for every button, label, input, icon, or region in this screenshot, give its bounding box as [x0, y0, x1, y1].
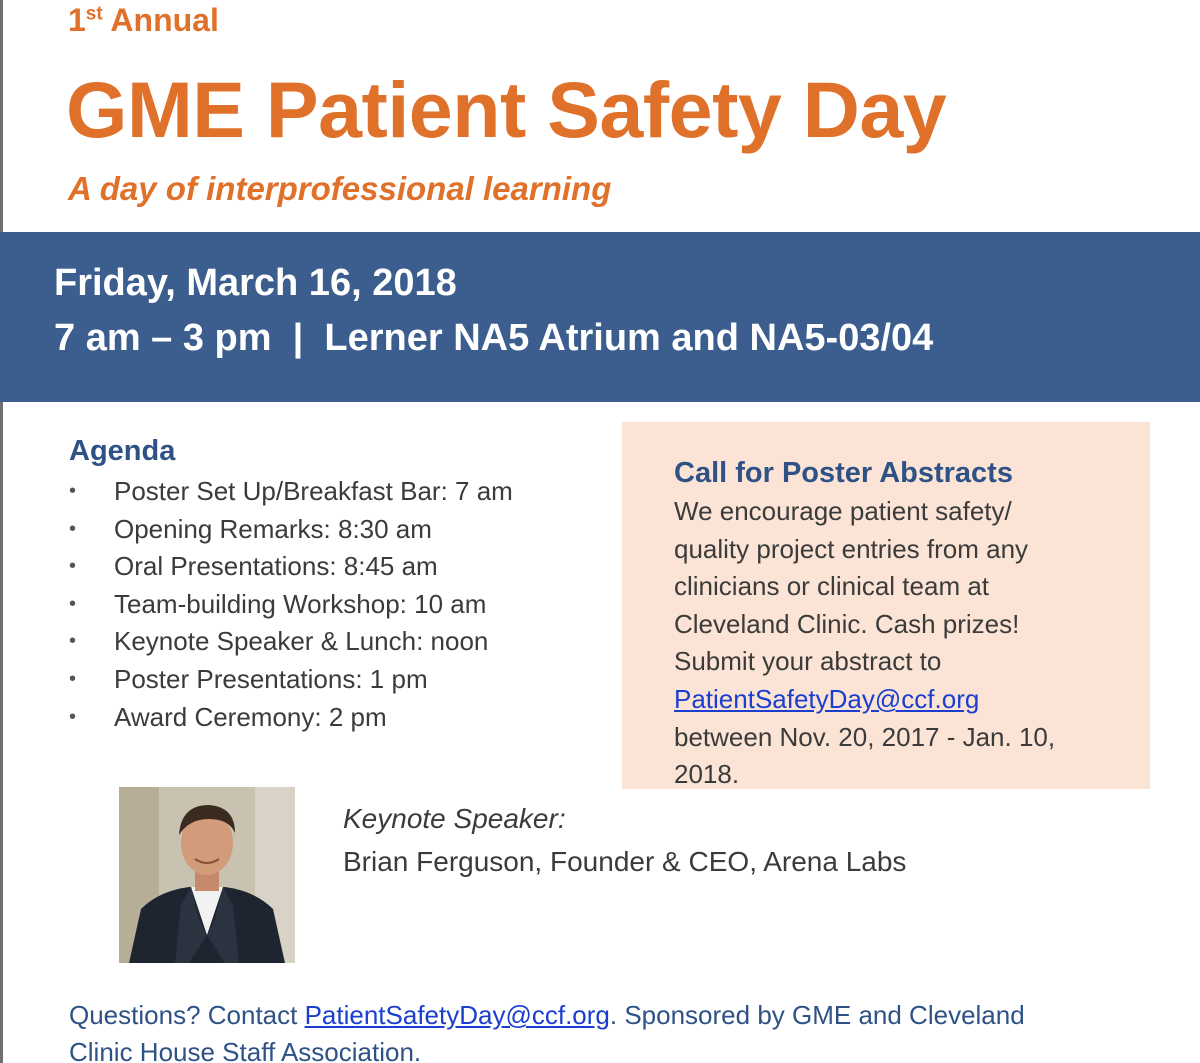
agenda-item: • Poster Presentations: 1 pm: [69, 661, 513, 699]
cfp-line: quality project entries from any: [674, 533, 1029, 564]
bullet-icon: •: [69, 480, 77, 502]
agenda-item: • Opening Remarks: 8:30 am: [69, 511, 513, 549]
footer-line-2: Clinic House Staff Association.: [69, 1037, 422, 1063]
page-left-border: [0, 0, 3, 1063]
call-for-abstracts-box: [622, 422, 1150, 789]
footer-contact: [69, 997, 1149, 1063]
footer-prefix: Questions? Contact: [69, 1000, 305, 1030]
event-time-location: 7 am – 3 pm | Lerner NA5 Atrium and NA5-03/04: [54, 317, 934, 359]
event-title: GME Patient Safety Day: [66, 65, 947, 154]
agenda-item: • Poster Set Up/Breakfast Bar: 7 am: [69, 473, 513, 511]
keynote-label: Keynote Speaker:: [343, 803, 566, 834]
call-for-abstracts-body: [674, 493, 1114, 794]
contact-email-link[interactable]: PatientSafetyDay@ccf.org: [304, 1000, 610, 1030]
agenda-item: • Award Ceremony: 2 pm: [69, 699, 513, 737]
date-location-banner: [0, 232, 1200, 402]
cfp-deadline: 2018.: [674, 759, 740, 790]
annual-label: 1st Annual: [68, 2, 219, 38]
agenda-item: • Oral Presentations: 8:45 am: [69, 548, 513, 586]
agenda-list: [69, 473, 513, 736]
call-for-abstracts-heading: Call for Poster Abstracts: [674, 457, 1013, 489]
bullet-icon: •: [69, 592, 77, 615]
cfp-line: Submit your abstract to: [674, 646, 942, 677]
cfp-deadline: between Nov. 20, 2017 - Jan. 10,: [674, 721, 1056, 752]
bullet-icon: •: [69, 705, 77, 728]
bullet-icon: •: [69, 630, 77, 653]
abstract-email-link[interactable]: PatientSafetyDay@ccf.org: [674, 683, 980, 714]
keynote-speaker-photo: [119, 787, 295, 963]
cfp-line: Cleveland Clinic. Cash prizes!: [674, 608, 1020, 639]
cfp-line: We encourage patient safety/: [674, 496, 1012, 526]
event-date: Friday, March 16, 2018: [54, 262, 457, 304]
footer-suffix: . Sponsored by GME and Cleveland: [609, 1000, 1025, 1030]
ordinal-suffix: st: [85, 3, 103, 25]
bullet-icon: •: [69, 517, 77, 540]
event-tagline: A day of interprofessional learning: [68, 170, 612, 207]
cfp-line: clinicians or clinical team at: [674, 571, 990, 602]
bullet-icon: •: [69, 555, 77, 578]
agenda-item: • Keynote Speaker & Lunch: noon: [69, 623, 513, 661]
agenda-heading: Agenda: [69, 435, 176, 467]
bullet-icon: •: [69, 667, 77, 690]
agenda-item: • Team-building Workshop: 10 am: [69, 586, 513, 624]
keynote-speaker-name: Brian Ferguson, Founder & CEO, Arena Labs: [343, 846, 907, 877]
